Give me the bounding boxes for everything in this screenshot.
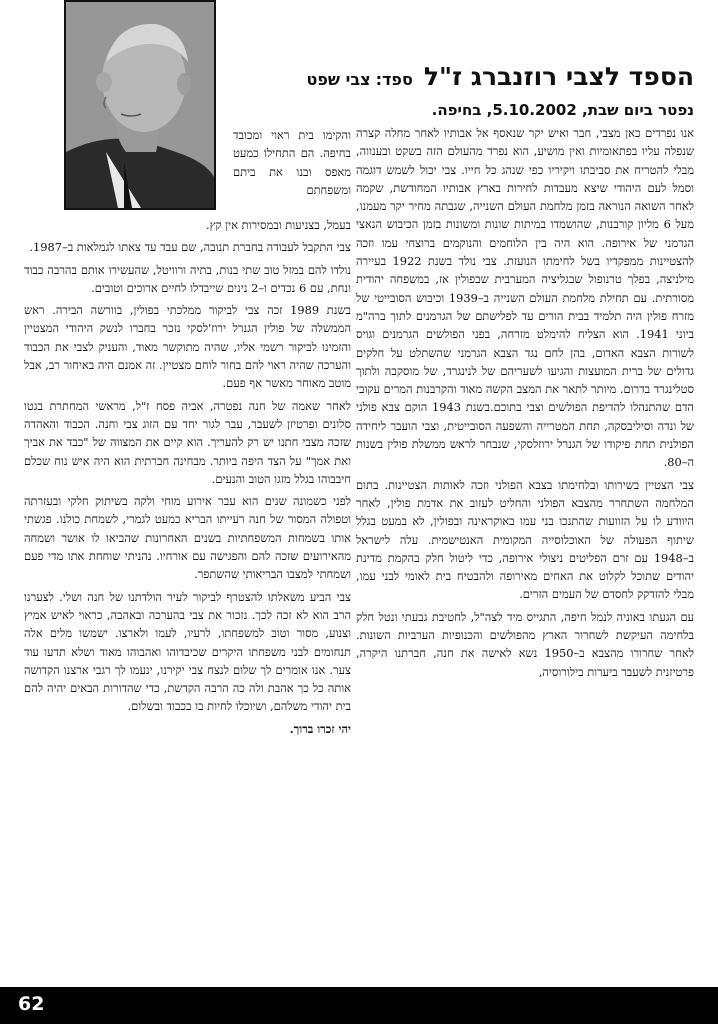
portrait-photo (64, 0, 216, 210)
left-column (24, 216, 351, 742)
speaker-name: צבי שפט (306, 70, 371, 89)
portrait-illustration (66, 2, 214, 208)
paragraph: עם הגעתו באוניה לנמל חיפה, התגייס מיד לצה"ל, לחטיבת גבעתי ונטל חלק בלחימה העיקשת לשחרור הארץ מהפולשים והכנופיות הערביות השונות. לאחר שחרורו מהצבא ב–1950 נשא לאישה את חנה, חברתנו היקרה, פרטיזנית לשעבר ביערות בילורוסיה, (356, 609, 694, 679)
speaker-label: ספד: (375, 70, 413, 89)
paragraph: והקימו בית ראוי ומכובד בחיפה. הם התחילו כמעט מאפס ובנו את ביתם ומשפחתם (233, 128, 351, 197)
paragraph: צבי הביע משאלתו להצטרף לביקור לעיר הולדתנו של חנה ושלי. לצערנו הרב הוא לא זכה לכך. נזכור את צבי בהערכה ובאהבה, כראוי לאיש אמיץ וצנוע, מסור וטוב למשפחתו, לרעיו, לעמו ולארצו. ישמשו מלים אלה תנחומים לבני משפחתו היקרים שכיבדוהו ואהבוהו מאוד ושלא תדעו עוד צער. אנו אומרים לך שלום לנצח צבי יקירנו, ינעמו לך רגבי ארצנו הקדושה אותה כל כך אהבת ולה כה הרבה הקדשת, כדי שהדורות הבאים יהיה להם בית יהודי משלהם, ושיוכלו לחיות בו בכבוד ובשלום. (24, 589, 351, 714)
paragraph: לאחר שאמה של חנה נפטרה, אביה פסח ז"ל, מראשי המחתרת בגטו סלונים ופרטיזן לשעבר, עבר לגור יחד עם הזוג צבי וחנה. הכבוד והאהדה שזכה מצבי חתנו יש רק להעריך. הוא קיים את המצווה של "כבד את אביך ואת אמך" על הצד היפה ביותר. מבחינה חברתית הוא היה איש נוח שכלם חיבבוהו בגלל מזגו הטוב והנעים. (24, 398, 351, 486)
left-column-top (233, 126, 351, 203)
article-subtitle: נפטר ביום שבת, 5.10.2002, בחיפה. (431, 101, 694, 119)
paragraph: לפני כשמונה שנים הוא עבר אירוע מוחי ולקה בשיתוק חלקי ובעזרתה וטפולה המסור של חנה רעייתו הבריא כמעט לגמרי, לשמחת כולנו. פגשתי אותו בשמחות המשפחתיות בשנים האחרונות שהביאו לו אושר ושמחה מהאירועים שזכה להם והפגישה עם אורחיו. נהניתי שוחחת אתו מדי פעם ושמחתי למצבו הבריאותי שהשתפר. (24, 494, 351, 582)
paragraph: אנו נפרדים כאן מצבי, חבר ואיש יקר שנאסף אל אבותיו לאחר מחלה קצרה שנפלה עליו בפתאומיות ואין מושיע, הוא נפרד מהעולם הזה בשקט ובענווה, מבלי להטריח את סביבתו ויקיריו כפי שנהג כל חייו. צבי יכול לשמש דוגמה וסמל לעם היהודי שיצא מעבדות לחירות בארץ אבותיו המחודשת, שקמה לאחר השואה הנוראה בזמן מלחמת העולם השנייה, שגבתה מחיר יקר מעמנו, מעל 6 מליון קורבנות, שהושמדו במיתות שונות ומשונות בזמן הכיבוש הנאצי הגרמני של אירופה. הוא היה בין הלוחמים והנוקמים ברוצחי עמו וזכה להצטיינות ממפקדיו בשל לחימתו הנועזת. צבי נולד בשנת 1922 בעיירה מילניצה, בפלך טרנופול שבגליציה המערבית שבפולין אז, במשפחה יהודית מסורתית. עם תחילת מלחמת העולם השנייה ב–1939 וכיבוש הסובייטי של מזרח פולין היה תלמיד בבית הורים עד לפלישתם של הגרמנים לתוך ברה"מ ביוני 1941. הוא הצליח להימלט מזרחה, בפני הפולשים הגרמנים וגויס לשורות הצבא האדום, בהן לחם נגד הצבא הגרמני שהשתלט על חלקים גדולים של ברית המועצות והגיעו לשעריהם של לנינגרד, של מוסקבה ולתוך סטלינגרד בדרום. מיותר לתאר את המצב הקשה מאוד והקרבנות המרים עקובי הדם שהתנהלו להדיפת הפולשים וצבי בתוכם.בשנת 1943 הוקם צבא פולני של ונדה וסיליבסקה, תחת המטרייה והשפעה הסובייטית, וצבי הועבר ליחידה הפולנית תחת פיקודו של הגנרל ירוזלסקי, שנבחר לראש ממשלת פולין בשנות ה–80. (356, 126, 695, 470)
footer-bar (0, 987, 718, 1024)
article-title: הספד לצבי רוזנברג ז"ל (423, 62, 694, 91)
paragraph: צבי התקבל לעבודה בחברת תנובה, שם עבד עד צאתו לגמלאות ב–1987. (29, 240, 351, 255)
paragraph: בעמל, בצניעות ובמסירות אין קץ. (205, 218, 351, 232)
paragraph: צבי הצטיין בשירותו ובלחימתו בצבא הפולני וזכה לאותות הצטיינות. בתום המלחמה השתחרר מהצבא הפולני והחליט לעזוב את אדמת פולין, לאחר היוודע לו על הזוועות שהתנכו בני עמו באוקראינה ובפולין, לא במעט בגלל שיתוף הפעולה של האוכלוסייה המקומית האנטישמית. עלה לישראל ב–1948 עם זרם הפליטים ניצולי אירופה, כדי ליטול חלק בהקמת מדינת יהודים שתוכל לקלוט את האחים מאירופה ולהבטיח בית לאומי לבני עמו, מבלי להזדקק לחסדם של העמים הזרים. (356, 477, 694, 602)
page-number: 62 (18, 993, 45, 1015)
paragraph: נולדו להם במזל טוב שתי בנות, בתיה ורוויטל, שהעשירו אותם בהרבה כבוד ונחת, עם 6 נכדים ו–2 נינים שייבדלו לחיים ארוכים וטובים. (24, 262, 351, 295)
closing-line: יהי זכרו ברוך. (289, 721, 351, 736)
right-column (356, 124, 694, 685)
paragraph: בשנת 1989 זכה צבי לביקור ממלכתי בפולין, בוורשה הבירה. ראש הממשלה של פולין הגנרל ירוז'לסקי נזכר בחברו לנשק היהודי המצטיין והזמינו לביקור רשמי אליו, שהיה מתוקשר מאוד, והעניק לצבי את הכבוד והערכה שהיה ראוי להם בחור לוחם מצטיין. זה אמנם היה באיחור רב, אבל מוטב מאוחר מאשר אף פעם. (24, 303, 351, 391)
article-header (274, 60, 694, 119)
